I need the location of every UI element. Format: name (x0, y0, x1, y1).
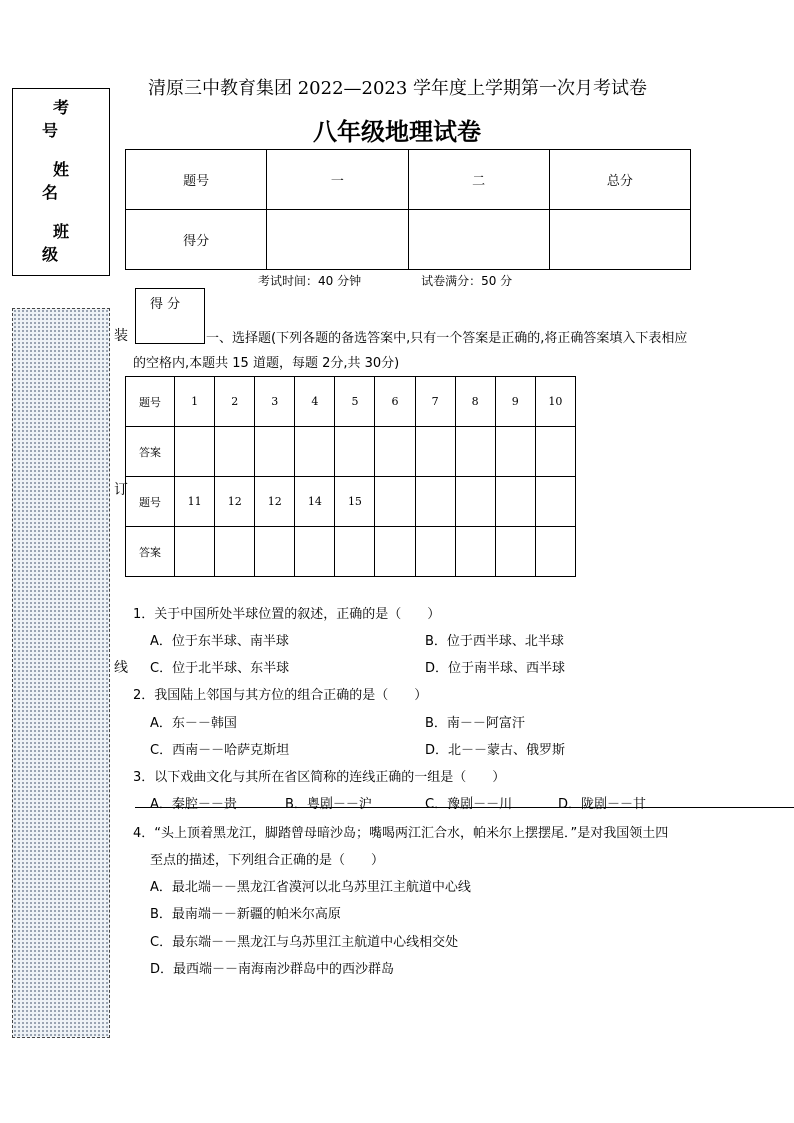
answer-grid-number-row (126, 477, 576, 527)
binding-char-zhuang: 装 (114, 328, 128, 344)
question-number-cell: 10 (535, 377, 575, 427)
exam-meta (258, 272, 512, 289)
question-1-option-c[interactable]: C．位于北半球、东半球 (150, 661, 290, 676)
answer-cell[interactable] (535, 527, 575, 577)
answer-cell[interactable] (295, 527, 335, 577)
exam-title: 八年级地理试卷 (313, 118, 481, 146)
answer-cell[interactable] (455, 427, 495, 477)
question-number-cell: 2 (215, 377, 255, 427)
answer-cell[interactable] (215, 527, 255, 577)
score-cell[interactable] (267, 210, 408, 270)
answer-cell[interactable] (335, 427, 375, 477)
answer-cell[interactable] (415, 527, 455, 577)
question-2-option-a[interactable]: A．东－－韩国 (150, 716, 237, 731)
answer-cell[interactable] (375, 427, 415, 477)
score-header-cell: 题号 (126, 150, 267, 210)
answer-cell[interactable] (255, 427, 295, 477)
question-number-cell (375, 477, 415, 527)
question-number-cell (455, 477, 495, 527)
question-number-cell: 6 (375, 377, 415, 427)
question-4-option-b[interactable]: B．最南端－－新疆的帕米尔高原 (150, 907, 341, 922)
question-3-option-a[interactable]: A．秦腔－－贵 (150, 797, 237, 812)
class-label: 班级 (41, 222, 91, 264)
answer-cell[interactable] (215, 427, 255, 477)
answer-grid-answer-row (126, 527, 576, 577)
score-table (125, 149, 691, 270)
question-number-cell: 11 (175, 477, 215, 527)
question-number-cell: 7 (415, 377, 455, 427)
section-intro-line1: 一、选择题(下列各题的备选答案中,只有一个答案是正确的,将正确答案填入下表相应 (206, 331, 688, 346)
answer-cell[interactable] (175, 527, 215, 577)
question-number-cell: 12 (255, 477, 295, 527)
score-cell[interactable] (549, 210, 690, 270)
answer-grid-number-label: 题号 (126, 477, 175, 527)
question-4-option-d[interactable]: D．最西端－－南海南沙群岛中的西沙群岛 (150, 962, 395, 977)
question-2-stem: 2．我国陆上邻国与其方位的组合正确的是（ ） (133, 688, 428, 703)
score-cell[interactable] (408, 210, 549, 270)
exam-number-label: 考号 (41, 98, 91, 140)
school-title: 清原三中教育集团 2022—2023 学年度上学期第一次月考试卷 (148, 78, 648, 99)
answer-cell[interactable] (375, 527, 415, 577)
score-header-cell: 二 (408, 150, 549, 210)
question-number-cell: 12 (215, 477, 255, 527)
answer-cell[interactable] (495, 527, 535, 577)
name-label: 姓名 (41, 160, 91, 202)
question-3-stem: 3．以下戏曲文化与其所在省区简称的连线正确的一组是（ ） (133, 770, 506, 785)
answer-grid-answer-label: 答案 (126, 427, 175, 477)
question-2-option-c[interactable]: C．西南－－哈萨克斯坦 (150, 743, 290, 758)
answer-grid-number-row (126, 377, 576, 427)
binding-char-ding: 订 (114, 482, 128, 498)
score-header-cell: 总分 (549, 150, 690, 210)
question-number-cell (415, 477, 455, 527)
question-2-option-d[interactable]: D．北－－蒙古、俄罗斯 (425, 743, 566, 758)
question-number-cell: 5 (335, 377, 375, 427)
question-1-option-a[interactable]: A．位于东半球、南半球 (150, 634, 289, 649)
question-3-option-c[interactable]: C．豫剧－－川 (425, 797, 513, 812)
question-number-cell: 14 (295, 477, 335, 527)
question-number-cell: 8 (455, 377, 495, 427)
section-score-label: 得 分 (150, 297, 181, 312)
score-table-header-row (126, 150, 691, 210)
binding-strip (12, 308, 110, 1038)
question-number-cell: 4 (295, 377, 335, 427)
question-4-stem-line1: 4．“头上顶着黑龙江，脚踏曾母暗沙岛；嘴喝两江汇合水，帕米尔上摆摆尾．”是对我国领土四 (133, 826, 669, 841)
question-2-option-b[interactable]: B．南－－阿富汗 (425, 716, 525, 731)
score-header-cell: 一 (267, 150, 408, 210)
answer-cell[interactable] (415, 427, 455, 477)
answer-cell[interactable] (455, 527, 495, 577)
answer-grid-number-label: 题号 (126, 377, 175, 427)
answer-grid-answer-row (126, 427, 576, 477)
question-number-cell: 1 (175, 377, 215, 427)
answer-cell[interactable] (535, 427, 575, 477)
section-intro-line2: 的空格内,本题共 15 道题，每题 2分,共 30分) (133, 356, 400, 371)
question-number-cell: 15 (335, 477, 375, 527)
question-4-option-c[interactable]: C．最东端－－黑龙江与乌苏里江主航道中心线相交处 (150, 935, 459, 950)
answer-cell[interactable] (495, 427, 535, 477)
section-score-box[interactable] (135, 288, 205, 344)
answer-cell[interactable] (175, 427, 215, 477)
question-number-cell: 3 (255, 377, 295, 427)
score-row-label: 得分 (126, 210, 267, 270)
answer-cell[interactable] (295, 427, 335, 477)
answer-cell[interactable] (255, 527, 295, 577)
binding-char-xian: 线 (114, 660, 128, 676)
question-3-option-d[interactable]: D．陇剧－－甘 (558, 797, 647, 812)
question-3-option-b[interactable]: B．粤剧－－沪 (285, 797, 372, 812)
answer-grid-answer-label: 答案 (126, 527, 175, 577)
question-1-stem: 1．关于中国所处半球位置的叙述，正确的是（ ） (133, 607, 441, 622)
question-4-stem-line2: 至点的描述，下列组合正确的是（ ） (150, 853, 385, 868)
question-number-cell (495, 477, 535, 527)
question-number-cell (535, 477, 575, 527)
question-number-cell: 9 (495, 377, 535, 427)
exam-time: 考试时间：40 分钟 (258, 274, 362, 288)
answer-cell[interactable] (335, 527, 375, 577)
question-1-option-d[interactable]: D．位于南半球、西半球 (425, 661, 566, 676)
exam-full-score: 试卷满分：50 分 (421, 274, 513, 288)
answer-grid (125, 376, 576, 577)
question-1-option-b[interactable]: B．位于西半球、北半球 (425, 634, 564, 649)
cut-line (135, 807, 794, 808)
score-table-score-row (126, 210, 691, 270)
question-4-option-a[interactable]: A．最北端－－黑龙江省漠河以北乌苏里江主航道中心线 (150, 880, 471, 895)
